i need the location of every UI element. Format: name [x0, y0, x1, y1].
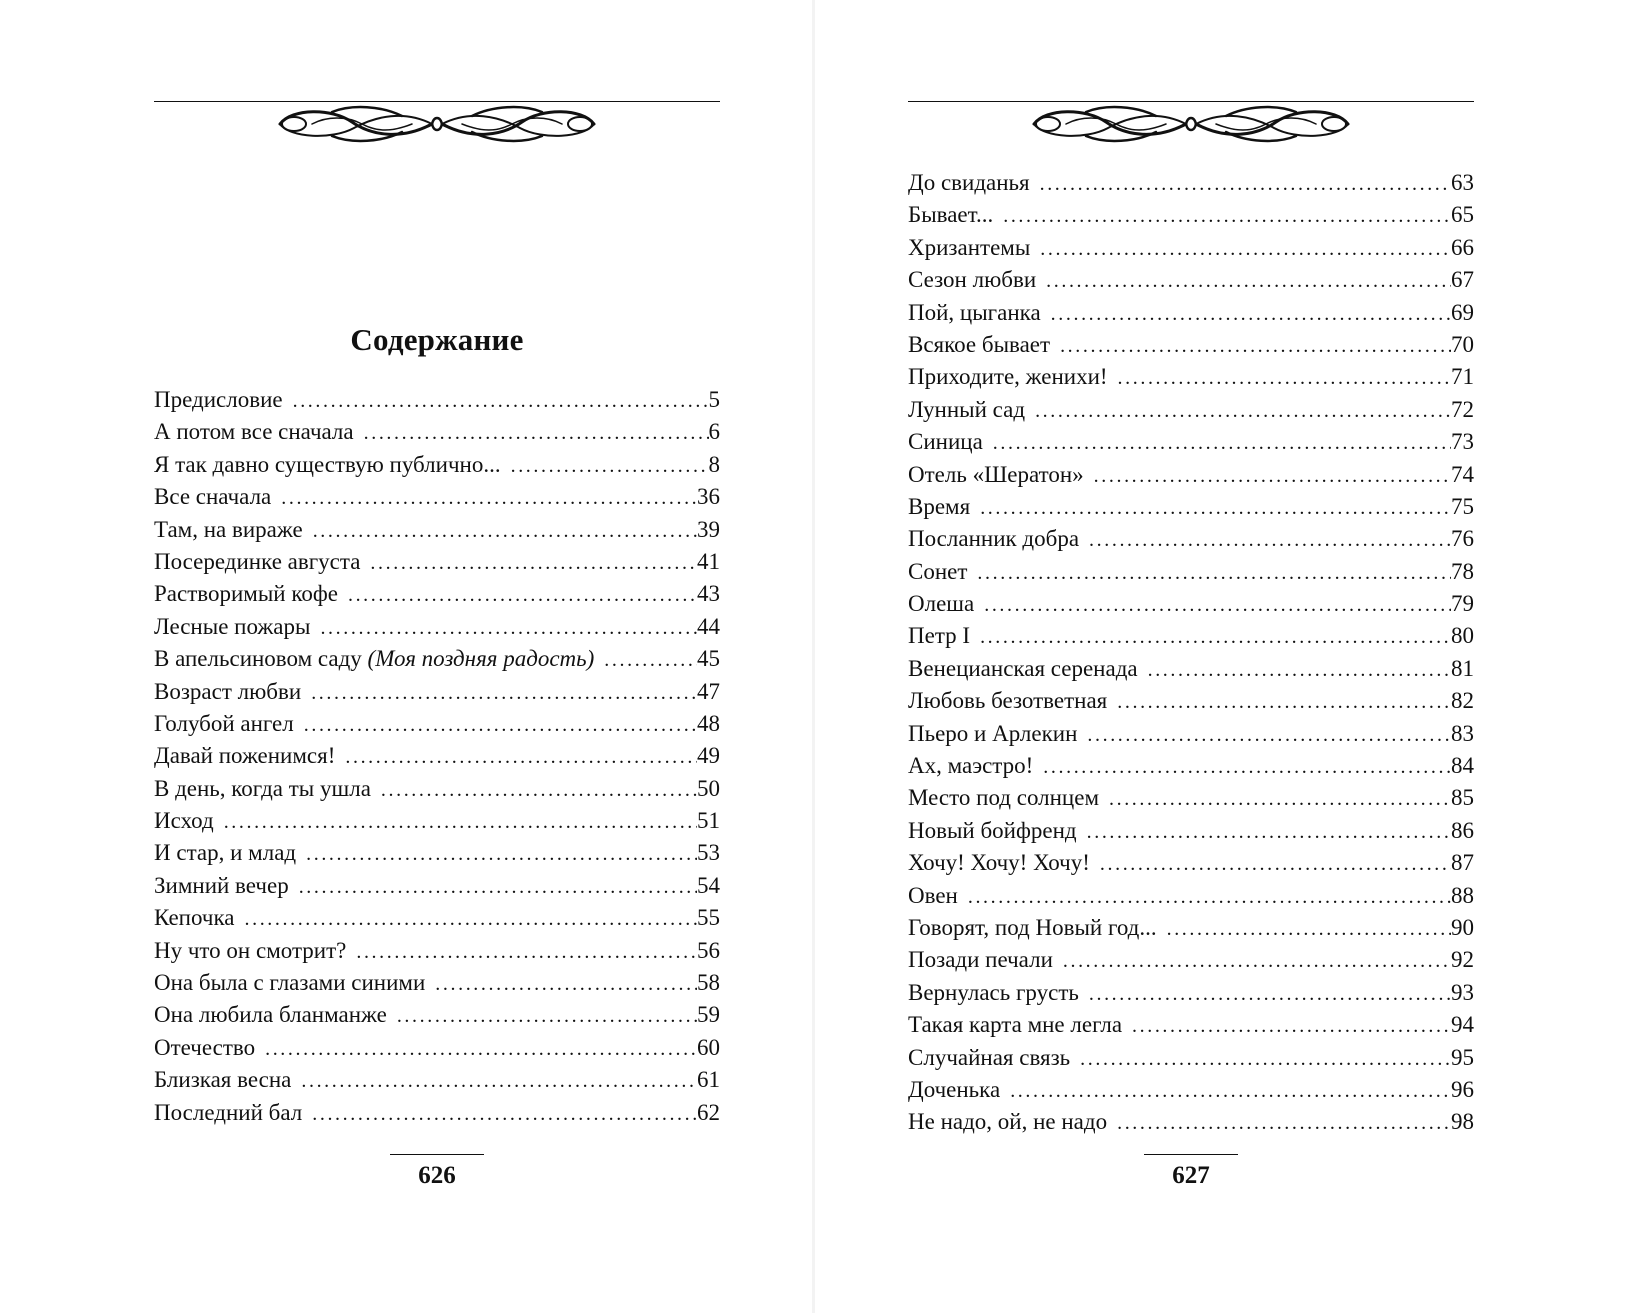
entry-title: Посланник добра [908, 526, 1080, 552]
page-number: 626 [418, 1162, 456, 1189]
toc-entry[interactable] [154, 449, 720, 481]
entry-page: 82 [1451, 688, 1474, 714]
entry-title: Кепочка [154, 905, 235, 931]
entry-page: 73 [1451, 429, 1474, 455]
dot-leader [1087, 719, 1451, 751]
toc-entry[interactable] [154, 416, 720, 448]
dot-leader [984, 589, 1451, 621]
entry-page: 74 [1451, 461, 1474, 487]
entry-page: 92 [1451, 947, 1474, 973]
dot-leader [313, 515, 697, 547]
dot-leader [1063, 945, 1451, 977]
entry-page: 36 [697, 484, 720, 510]
right-page [908, 0, 1474, 1313]
toc-entry[interactable] [908, 588, 1474, 620]
dot-leader [312, 1098, 697, 1130]
entry-title: Лунный сад [908, 396, 1026, 422]
toc-entry[interactable] [908, 1074, 1474, 1106]
entry-page: 95 [1451, 1044, 1474, 1070]
entry-title: Она была с глазами синими [154, 970, 426, 996]
entry-title: И стар, и млад [154, 840, 297, 866]
dot-leader [1109, 783, 1451, 815]
entry-page: 54 [697, 872, 720, 898]
dot-leader [1089, 978, 1451, 1010]
dot-leader [224, 806, 697, 838]
entry-title: Хочу! Хочу! Хочу! [908, 850, 1090, 876]
dot-leader [1003, 200, 1451, 232]
entry-page: 67 [1451, 267, 1474, 293]
toc-entry[interactable] [908, 977, 1474, 1009]
dot-leader [356, 936, 697, 968]
toc-entry[interactable] [154, 1097, 720, 1129]
dot-leader [1060, 330, 1451, 362]
dot-leader [1040, 168, 1451, 200]
entry-page: 51 [697, 808, 720, 834]
toc-entry[interactable] [908, 880, 1474, 912]
toc-entry[interactable] [908, 620, 1474, 652]
entry-page: 5 [708, 387, 720, 412]
entry-page: 88 [1451, 882, 1474, 908]
entry-page: 43 [697, 581, 720, 607]
toc-entry[interactable] [908, 232, 1474, 264]
dot-leader [1080, 1043, 1451, 1075]
dot-leader [977, 557, 1451, 589]
entry-title: Вернулась грусть [908, 979, 1079, 1005]
toc-list-left [154, 384, 720, 1129]
dot-leader [301, 1065, 697, 1097]
entry-title: Олеша [908, 591, 975, 617]
entry-title: Ах, маэстро! [908, 753, 1034, 779]
toc-entry[interactable] [908, 361, 1474, 393]
toc-entry[interactable] [154, 837, 720, 869]
entry-title: Синица [908, 429, 983, 455]
entry-title: Пьеро и Арлекин [908, 720, 1078, 746]
book-gutter [812, 0, 815, 1313]
dot-leader [299, 871, 697, 903]
entry-title: Там, на вираже [154, 516, 303, 542]
folio-rule [390, 1154, 484, 1155]
dot-leader [1040, 233, 1451, 265]
entry-title: Бывает... [908, 202, 994, 228]
entry-title: Любовь безответная [908, 688, 1108, 714]
toc-entry[interactable] [908, 1042, 1474, 1074]
dot-leader [1043, 751, 1451, 783]
entry-page: 90 [1451, 914, 1474, 940]
toc-entry[interactable] [154, 514, 720, 546]
dot-leader [1117, 1107, 1451, 1139]
dot-leader [968, 881, 1451, 913]
toc-entry[interactable] [908, 329, 1474, 361]
dot-leader [1010, 1075, 1451, 1107]
entry-page: 94 [1451, 1012, 1474, 1038]
entry-title: Ну что он смотрит? [154, 937, 347, 963]
toc-entry[interactable] [154, 1064, 720, 1096]
toc-entry[interactable] [154, 935, 720, 967]
entry-title: Хризантемы [908, 234, 1031, 260]
dot-leader [1051, 298, 1451, 330]
flourish-icon [1026, 102, 1356, 148]
dot-leader [1046, 265, 1451, 297]
entry-title: Доченька [908, 1076, 1001, 1102]
dot-leader [293, 385, 709, 417]
entry-page: 86 [1451, 817, 1474, 843]
toc-entry[interactable] [154, 870, 720, 902]
toc-entry[interactable] [154, 708, 720, 740]
entry-title: Время [908, 493, 971, 519]
entry-page: 62 [697, 1099, 720, 1125]
entry-title: Сонет [908, 558, 968, 584]
entry-page: 49 [697, 743, 720, 769]
dot-leader [1118, 362, 1451, 394]
dot-leader [348, 579, 697, 611]
entry-page: 87 [1451, 850, 1474, 876]
toc-entry[interactable] [908, 1009, 1474, 1041]
dot-leader [320, 612, 697, 644]
left-page [154, 0, 720, 1313]
entry-title: Сезон любви [908, 267, 1037, 293]
dot-leader [1089, 524, 1451, 556]
entry-title: В апельсиновом саду (Моя поздняя радость) [154, 646, 595, 672]
toc-entry[interactable] [908, 491, 1474, 523]
entry-title: Исход [154, 808, 214, 834]
entry-page: 63 [1451, 170, 1474, 195]
entry-page: 45 [697, 646, 720, 672]
toc-entry[interactable] [908, 782, 1474, 814]
dot-leader [1167, 913, 1451, 945]
entry-page: 72 [1451, 396, 1474, 422]
entry-title: Всякое бывает [908, 331, 1051, 357]
entry-page: 93 [1451, 979, 1474, 1005]
toc-entry[interactable] [154, 676, 720, 708]
entry-title: Зимний вечер [154, 872, 289, 898]
entry-title: До свиданья [908, 170, 1030, 195]
entry-page: 56 [697, 937, 720, 963]
header-ornament [1026, 102, 1356, 148]
entry-page: 79 [1451, 591, 1474, 617]
entry-page: 61 [697, 1067, 720, 1093]
dot-leader [1132, 1010, 1451, 1042]
entry-page: 53 [697, 840, 720, 866]
entry-title: Такая карта мне легла [908, 1012, 1123, 1038]
entry-page: 39 [697, 516, 720, 542]
dot-leader [1087, 816, 1451, 848]
entry-page: 8 [708, 451, 720, 477]
entry-title: Позади печали [908, 947, 1053, 973]
dot-leader [306, 838, 697, 870]
toc-entry[interactable] [908, 459, 1474, 491]
dot-leader [245, 903, 698, 935]
header-ornament [272, 102, 602, 148]
entry-title: Венецианская серенада [908, 655, 1138, 681]
entry-title: Давай поженимся! [154, 743, 336, 769]
toc-entry[interactable] [154, 773, 720, 805]
toc-entry[interactable] [908, 394, 1474, 426]
entry-title: Я так давно существую публично... [154, 451, 501, 477]
toc-entry[interactable] [154, 578, 720, 610]
entry-page: 47 [697, 678, 720, 704]
entry-title: Говорят, под Новый год... [908, 914, 1157, 940]
dot-leader [1094, 460, 1451, 492]
toc-entry[interactable] [908, 297, 1474, 329]
entry-title: Овен [908, 882, 958, 908]
entry-page: 59 [697, 1002, 720, 1028]
entry-title: Возраст любви [154, 678, 302, 704]
dot-leader [1100, 848, 1451, 880]
entry-title: Последний бал [154, 1099, 303, 1125]
entry-title: Не надо, ой, не надо [908, 1109, 1108, 1135]
toc-entry[interactable] [154, 805, 720, 837]
toc-entry[interactable] [154, 902, 720, 934]
entry-page: 76 [1451, 526, 1474, 552]
entry-title: Петр I [908, 623, 971, 649]
toc-entry[interactable] [908, 426, 1474, 458]
entry-page: 66 [1451, 234, 1474, 260]
dot-leader [604, 644, 697, 676]
toc-entry[interactable] [908, 1106, 1474, 1138]
toc-entry[interactable] [908, 199, 1474, 231]
entry-page: 70 [1451, 331, 1474, 357]
entry-page: 50 [697, 775, 720, 801]
entry-title: Предисловие [154, 387, 283, 412]
dot-leader [397, 1000, 697, 1032]
folio-rule [1144, 1154, 1238, 1155]
entry-title: В день, когда ты ушла [154, 775, 371, 801]
entry-title: Растворимый кофе [154, 581, 338, 607]
flourish-icon [272, 102, 602, 148]
entry-page: 84 [1451, 753, 1474, 779]
toc-entry[interactable] [154, 643, 720, 675]
dot-leader [345, 741, 697, 773]
toc-entry[interactable] [908, 556, 1474, 588]
page-number: 627 [1172, 1162, 1210, 1189]
toc-entry[interactable] [154, 611, 720, 643]
dot-leader [265, 1033, 697, 1065]
page-title: Содержание [350, 322, 524, 357]
entry-page: 65 [1451, 202, 1474, 228]
dot-leader [381, 774, 697, 806]
dot-leader [1035, 395, 1451, 427]
dot-leader [364, 417, 709, 449]
entry-subtitle: (Моя поздняя радость) [367, 646, 595, 672]
dot-leader [511, 450, 709, 482]
entry-page: 75 [1451, 493, 1474, 519]
dot-leader [370, 547, 697, 579]
toc-entry[interactable] [908, 685, 1474, 717]
entry-page: 78 [1451, 558, 1474, 584]
toc-entry[interactable] [154, 740, 720, 772]
entry-page: 83 [1451, 720, 1474, 746]
entry-title: Новый бойфренд [908, 817, 1077, 843]
dot-leader [311, 677, 697, 709]
toc-entry[interactable] [908, 944, 1474, 976]
dot-leader [1117, 686, 1451, 718]
dot-leader [980, 492, 1451, 524]
entry-title: Все сначала [154, 484, 272, 510]
toc-entry[interactable] [154, 384, 720, 416]
dot-leader [304, 709, 697, 741]
entry-page: 48 [697, 710, 720, 736]
entry-page: 58 [697, 970, 720, 996]
entry-page: 81 [1451, 655, 1474, 681]
toc-entry[interactable] [908, 750, 1474, 782]
entry-page: 69 [1451, 299, 1474, 325]
entry-page: 41 [697, 548, 720, 574]
entry-title: Близкая весна [154, 1067, 292, 1093]
entry-title: А потом все сначала [154, 419, 354, 445]
dot-leader [980, 621, 1451, 653]
toc-entry[interactable] [908, 264, 1474, 296]
entry-page: 55 [697, 905, 720, 931]
dot-leader [1148, 654, 1451, 686]
entry-title: Отечество [154, 1034, 256, 1060]
entry-page: 71 [1451, 364, 1474, 390]
dot-leader [993, 427, 1451, 459]
entry-title: Приходите, женихи! [908, 364, 1108, 390]
toc-entry[interactable] [908, 912, 1474, 944]
entry-page: 80 [1451, 623, 1474, 649]
entry-page: 96 [1451, 1076, 1474, 1102]
entry-title: Посерединке августа [154, 548, 361, 574]
entry-title: Голубой ангел [154, 710, 294, 736]
entry-page: 44 [697, 613, 720, 639]
toc-entry[interactable] [908, 718, 1474, 750]
toc-entry[interactable] [154, 999, 720, 1031]
toc-entry[interactable] [154, 481, 720, 513]
toc-entry[interactable] [154, 967, 720, 999]
toc-entry[interactable] [154, 1032, 720, 1064]
entry-title: Место под солнцем [908, 785, 1099, 811]
entry-page: 6 [708, 419, 720, 445]
toc-entry[interactable] [908, 653, 1474, 685]
dot-leader [281, 482, 697, 514]
toc-entry[interactable] [908, 523, 1474, 555]
entry-page: 85 [1451, 785, 1474, 811]
entry-title: Она любила бланманже [154, 1002, 387, 1028]
dot-leader [435, 968, 697, 1000]
toc-entry[interactable] [908, 167, 1474, 199]
entry-title: Отель «Шератон» [908, 461, 1084, 487]
toc-entry[interactable] [908, 847, 1474, 879]
entry-title: Случайная связь [908, 1044, 1071, 1070]
entry-page: 98 [1451, 1109, 1474, 1135]
entry-title: Пой, цыганка [908, 299, 1041, 325]
toc-entry[interactable] [154, 546, 720, 578]
toc-entry[interactable] [908, 815, 1474, 847]
toc-list-right [908, 167, 1474, 1139]
entry-page: 60 [697, 1034, 720, 1060]
entry-title: Лесные пожары [154, 613, 311, 639]
